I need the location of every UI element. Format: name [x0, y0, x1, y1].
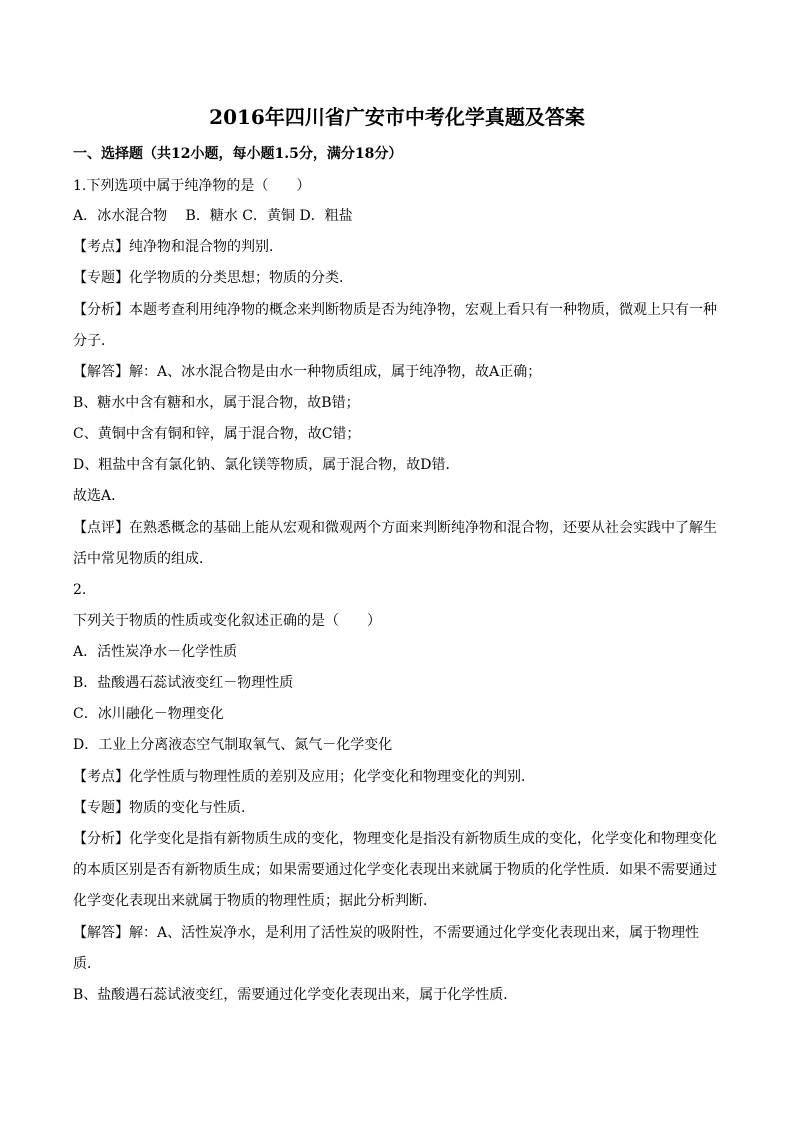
q2-analysis-line-1: 【分析】化学变化是指有新物质生成的变化，物理变化是指没有新物质生成的变化，化学变化和物理变化: [73, 831, 717, 847]
q2-topic: 【考点】化学性质与物理性质的差别及应用；化学变化和物理变化的判别．: [73, 769, 535, 785]
q1-options: A．冰水混合物 B．糖水 C．黄铜 D．粗盐: [73, 208, 353, 224]
q2-option-a: A．活性炭净水－化学性质: [73, 644, 238, 660]
q2-analysis-line-2: 的本质区别是否有新物质生成；如果需要通过化学变化表现出来就属于物质的化学性质．如果不需要通过: [73, 862, 717, 878]
q2-answer-line-1: 【解答】解：A、活性炭净水，是利用了活性炭的吸附性，不需要通过化学变化表现出来，属于物理性: [73, 925, 700, 941]
q2-answer-line-3: B、盐酸遇石蕊试液变红，需要通过化学变化表现出来，属于化学性质．: [73, 987, 518, 1003]
q1-answer-line-4: D、粗盐中含有氯化钠、氯化镁等物质，属于混合物，故D错．: [73, 457, 460, 473]
q1-answer-line-3: C、黄铜中含有铜和锌，属于混合物，故C错；: [73, 426, 361, 442]
q1-comment-line-2: 活中常见物质的组成．: [73, 551, 213, 567]
q2-option-d: D．工业上分离液态空气制取氧气、氮气－化学变化: [73, 737, 393, 753]
q1-category: 【专题】化学物质的分类思想；物质的分类．: [73, 270, 353, 286]
q1-comment-line-1: 【点评】在熟悉概念的基础上能从宏观和微观两个方面来判断纯净物和混合物，还要从社会实践中了解生: [73, 520, 717, 536]
q1-topic: 【考点】纯净物和混合物的判别．: [73, 239, 283, 255]
q2-stem: 下列关于物质的性质或变化叙述正确的是（ ）: [73, 613, 381, 629]
q1-analysis-line-2: 分子．: [73, 333, 115, 349]
q1-answer-line-2: B、糖水中含有糖和水，属于混合物，故B错；: [73, 395, 360, 411]
q2-option-c: C．冰川融化－物理变化: [73, 706, 224, 722]
section-heading: 一、选择题（共12小题，每小题1.5分，满分18分）: [73, 146, 403, 162]
document-title: 2016年四川省广安市中考化学真题及答案: [209, 105, 585, 129]
q2-answer-line-2: 质．: [73, 956, 101, 972]
q2-category: 【专题】物质的变化与性质．: [73, 800, 255, 816]
q2-option-b: B．盐酸遇石蕊试液变红－物理性质: [73, 675, 294, 691]
q2-analysis-line-3: 化学变化表现出来就属于物质的物理性质；据此分析判断．: [73, 893, 437, 909]
q1-answer-line-1: 【解答】解：A、冰水混合物是由水一种物质组成，属于纯净物，故A正确；: [73, 364, 542, 380]
q1-analysis-line-1: 【分析】本题考查利用纯净物的概念来判断物质是否为纯净物，宏观上看只有一种物质，微观上只有一种: [73, 302, 717, 318]
q1-choice: 故选A．: [73, 488, 126, 504]
q2-number: 2.: [73, 582, 87, 598]
q1-stem: 1.下列选项中属于纯净物的是（ ）: [73, 178, 311, 194]
